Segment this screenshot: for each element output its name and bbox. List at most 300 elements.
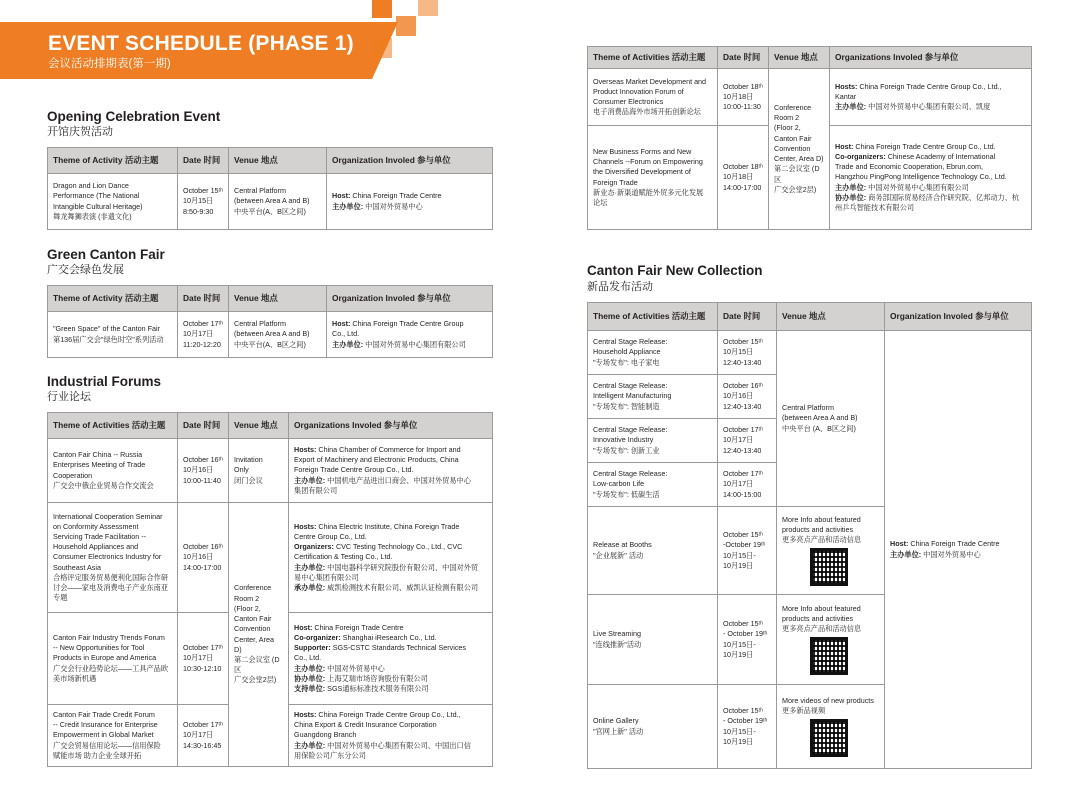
column-header: Organizations Involed 参与单位: [289, 413, 493, 439]
theme-cell: [48, 312, 178, 358]
cell-line: 8:50-9:30: [183, 206, 214, 216]
cell-line: Canton Fair: [774, 133, 812, 143]
cell-line: 10月17日: [183, 653, 214, 663]
theme-cell: [48, 705, 178, 767]
org-role-label: 主办单位:: [294, 562, 326, 572]
cell-line: "Green Space" of the Canton Fair: [53, 324, 160, 334]
organization-cell: [289, 503, 493, 613]
org-text: 州乒乓智能技术有限公司: [835, 203, 915, 213]
cell-line: [835, 152, 1026, 162]
organization-cell: [830, 126, 1032, 230]
cell-line: [294, 674, 487, 684]
cell-line: (between Area A and B): [782, 413, 858, 423]
org-text: Shanghai iResearch Co., Ltd.: [340, 632, 437, 642]
section-subtitle: 行业论坛: [47, 391, 91, 403]
org-role-label: Co-organizers:: [835, 151, 886, 161]
section-title: Opening Celebration Event: [47, 109, 221, 124]
org-role-label: Host:: [294, 622, 313, 632]
cell-line: More videos of new products: [782, 695, 874, 705]
cell-line: 10月16日: [723, 391, 754, 401]
column-header: Venue 地点: [229, 413, 289, 439]
venue-cell: [777, 507, 885, 595]
cell-line: [835, 183, 1026, 193]
venue-cell: [229, 503, 289, 767]
date-cell: [718, 685, 777, 769]
date-cell: [178, 613, 229, 705]
org-role-label: Host:: [890, 539, 909, 549]
cell-line: Central Stage Release:: [593, 381, 668, 391]
org-role-label: Host:: [835, 141, 854, 151]
cell-line: 更多亮点产品和活动信息: [782, 535, 862, 545]
cell-line: 10月18日: [723, 91, 754, 101]
column-header: Date 时间: [178, 413, 229, 439]
cell-line: [294, 542, 487, 552]
org-role-label: Host:: [332, 191, 351, 201]
org-role-label: 主办单位:: [332, 201, 364, 211]
cell-line: 第136届广交会"绿色时空"系列活动: [53, 334, 164, 344]
org-text: 中国对外贸易中心: [921, 549, 981, 559]
cell-line: 赋能市场 助力企业全球开拓: [53, 750, 142, 760]
cell-line: Canton Fair China -- Russia: [53, 450, 143, 460]
cell-line: October 17ᵗʰ: [183, 319, 223, 329]
cell-line: October 15ᵗʰ: [723, 619, 763, 629]
cell-line: 10月15日: [183, 196, 214, 206]
cell-line: Canton Fair Industry Trends Forum: [53, 632, 165, 642]
cell-line: 10月16日: [183, 465, 214, 475]
cell-line: [294, 653, 487, 663]
cell-line: Household Appliance: [593, 347, 661, 357]
org-role-label: 协办单位:: [835, 192, 867, 202]
org-text: Hangzhou PingPong Intelligence Technology Co., Ltd.: [835, 172, 1007, 182]
date-cell: [178, 174, 229, 230]
org-text: 中国对外贸易中心集团有限公司: [866, 182, 969, 192]
org-text: Co., Ltd.: [294, 653, 322, 663]
cell-line: [294, 573, 487, 583]
cell-line: Convention: [234, 624, 271, 634]
org-role-label: 主办单位:: [332, 339, 364, 349]
cell-line: [835, 162, 1026, 172]
venue-cell: [229, 439, 289, 503]
cell-line: 中央平台 (A、B区之间): [782, 423, 856, 433]
org-text: China Foreign Trade Centre Group: [350, 319, 464, 329]
cell-line: Consumer Electronics Industry for: [53, 552, 162, 562]
cell-line: Central Stage Release:: [593, 337, 668, 347]
org-role-label: 主办单位:: [294, 663, 326, 673]
org-role-label: 主办单位:: [890, 549, 922, 559]
cell-line: [332, 329, 487, 339]
date-cell: [718, 463, 777, 507]
cell-line: 专题: [53, 593, 68, 603]
cell-line: Servicing Trade Facilitation --: [53, 531, 147, 541]
cell-line: 讨会——家电及消费电子产业东南亚: [53, 583, 169, 593]
org-text: China Electric Institute, China Foreign Trade: [316, 521, 460, 531]
cell-line: Channels --Forum on Empowering: [593, 157, 703, 167]
cell-line: October 15ᵗʰ: [723, 337, 763, 347]
decor-square: [396, 16, 416, 36]
cell-line: 更多亮点产品和活动信息: [782, 624, 862, 634]
org-text: 用保险公司广东分公司: [294, 750, 366, 760]
table-row: [48, 174, 493, 230]
venue-cell: [777, 685, 885, 769]
cell-line: (between Area A and B): [234, 196, 310, 206]
org-text: SGS通标标准技术服务有限公司: [325, 684, 429, 694]
cell-line: "连线推新"活动: [593, 639, 642, 649]
theme-cell: [588, 419, 718, 463]
column-header: Organizations Involed 参与单位: [830, 47, 1032, 69]
cell-line: 10:30-12:10: [183, 663, 222, 673]
cell-line: 10月15日-: [723, 726, 756, 736]
column-header: Theme of Activity 活动主题: [48, 148, 178, 174]
org-text: China Foreign Trade Centre: [908, 539, 1000, 549]
cell-line: Central Platform: [782, 403, 834, 413]
organization-cell: [289, 439, 493, 503]
org-role-label: Organizers:: [294, 542, 334, 552]
venue-cell: [769, 69, 830, 230]
cell-line: 中央平台(A、B区之间): [234, 206, 306, 216]
cell-line: Conference: [774, 103, 812, 113]
org-text: 商务部国际贸易经济合作研究院、亿邦动力、杭: [866, 192, 1020, 202]
org-text: 中国对外贸易中心集团有限公司、凯度: [866, 102, 991, 112]
org-text: China Foreign Trade Centre Group Co., Ltd.: [853, 141, 996, 151]
org-text: 中国对外贸易中心集团有限公司、中国出口信: [325, 740, 471, 750]
org-text: 集团有限公司: [294, 485, 338, 495]
cell-line: [332, 191, 487, 201]
cell-line: 10月19日: [723, 649, 754, 659]
cell-line: 电子消费品海外市场开拓创新论坛: [593, 107, 701, 117]
qr-code-icon: [810, 548, 848, 586]
qr-code-icon: [810, 637, 848, 675]
org-text: 中国机电产品进出口商会、中国对外贸易中心: [325, 475, 471, 485]
date-cell: [178, 312, 229, 358]
org-role-label: 支持单位:: [294, 684, 326, 694]
cell-line: 广交会行业趋势论坛——工具产品欧: [53, 663, 169, 673]
cell-line: [294, 476, 487, 486]
org-text: Export of Machinery and Electronic Products, China: [294, 455, 459, 465]
cell-line: 10:00-11:40: [183, 475, 221, 485]
cell-line: 合格评定服务贸易便利化国际合作研: [53, 572, 169, 582]
cell-line: [294, 664, 487, 674]
column-header: Organization Involed 参与单位: [885, 303, 1032, 331]
cell-line: 11:20-12:20: [183, 339, 221, 349]
org-text: 中国对外贸易中心集团有限公司: [363, 339, 466, 349]
org-role-label: 承办单位:: [294, 583, 326, 593]
cell-line: Only: [234, 465, 249, 475]
date-cell: [178, 439, 229, 503]
cell-line: 10月17日: [183, 730, 214, 740]
cell-line: [294, 563, 487, 573]
cell-line: October 17ᵗʰ: [183, 720, 223, 730]
cell-line: 广交会堂2层): [234, 675, 277, 685]
org-role-label: Hosts:: [294, 521, 317, 531]
cell-line: Central Stage Release:: [593, 425, 668, 435]
organization-cell: [289, 613, 493, 705]
theme-cell: [588, 126, 718, 230]
cell-line: [890, 550, 1026, 560]
cell-line: Center, Area D): [234, 634, 274, 654]
org-text: China Foreign Trade Centre: [312, 622, 404, 632]
theme-cell: [588, 331, 718, 375]
cell-line: Convention: [774, 143, 811, 153]
date-cell: [718, 331, 777, 375]
decor-square: [372, 38, 392, 58]
cell-line: 10月16日: [183, 552, 214, 562]
green-table: [47, 285, 493, 358]
cell-line: Live Streaming: [593, 629, 641, 639]
org-text: China Foreign Trade Centre: [350, 191, 442, 201]
column-header: Date 时间: [718, 303, 777, 331]
cell-line: 10月17日: [723, 479, 754, 489]
cell-line: October 17ᵗʰ: [183, 643, 223, 653]
new-collection-table: [587, 302, 1032, 769]
cell-line: 广交会中俄企业贸易合作交流会: [53, 480, 154, 490]
cell-line: International Cooperation Seminar: [53, 511, 163, 521]
date-cell: [178, 503, 229, 613]
table-header-row: [48, 413, 493, 439]
cell-line: 更多新品视频: [782, 706, 826, 715]
cell-line: 广交会堂2层): [774, 184, 817, 194]
cell-line: [294, 730, 487, 740]
organization-cell: [830, 69, 1032, 126]
opening-table: [47, 147, 493, 230]
cell-line: "官网上新" 活动: [593, 726, 644, 736]
table-row: [48, 439, 493, 503]
column-header: Venue 地点: [777, 303, 885, 331]
cell-line: [294, 522, 487, 532]
cell-line: 14:30-16:45: [183, 740, 222, 750]
org-text: China Export & Credit Insurance Corporation: [294, 720, 437, 730]
cell-line: - October 19ᵗʰ: [723, 716, 768, 726]
column-header: Venue 地点: [229, 286, 327, 312]
cell-line: Intangible Cultural Heritage): [53, 201, 143, 211]
cell-line: -- Credit Insurance for Enterprise: [53, 720, 158, 730]
org-text: Centre Group Co., Ltd.: [294, 531, 367, 541]
venue-cell: [777, 331, 885, 507]
cell-line: [835, 92, 1026, 102]
cell-line: 广交会贸易信用论坛——信用保险: [53, 740, 161, 750]
cell-line: "专场发布": 创新工业: [593, 445, 660, 455]
org-role-label: 主办单位:: [294, 475, 326, 485]
cell-line: 10月15日-: [723, 639, 756, 649]
venue-cell: [229, 174, 327, 230]
cell-line: October 15ᵗʰ: [723, 530, 763, 540]
cell-line: October 17ᵗʰ: [723, 425, 763, 435]
page-title: EVENT SCHEDULE (PHASE 1): [48, 32, 354, 55]
cell-line: Central Platform: [234, 319, 286, 329]
industrial-forums-table: [47, 412, 493, 767]
table-header-row: [588, 303, 1032, 331]
org-text: Trade and Economic Cooperation, Ebrun.com,: [835, 162, 983, 172]
theme-cell: [588, 69, 718, 126]
org-role-label: Co-organizer:: [294, 632, 341, 642]
cell-line: (Floor 2,: [774, 123, 801, 133]
cell-line: 10:00-11:30: [723, 102, 761, 112]
venue-cell: [229, 312, 327, 358]
theme-cell: [48, 613, 178, 705]
cell-line: Canton Fair: [234, 614, 272, 624]
date-cell: [718, 126, 769, 230]
cell-line: Canton Fair Trade Credit Forum: [53, 709, 155, 719]
org-text: 上海艾瑞市场咨询股份有限公司: [325, 673, 428, 683]
cell-line: 12:40-13:40: [723, 401, 762, 411]
org-text: China Foreign Trade Centre Group Co., Ltd.,: [316, 709, 461, 719]
cell-line: (Floor 2,: [234, 603, 261, 613]
column-header: Theme of Activity 活动主题: [48, 286, 178, 312]
date-cell: [178, 705, 229, 767]
org-text: 威凯检测技术有限公司、威凯认证检测有限公司: [325, 583, 479, 593]
cell-line: October 17ᵗʰ: [723, 469, 763, 479]
org-role-label: 主办单位:: [294, 740, 326, 750]
org-role-label: 主办单位:: [835, 182, 867, 192]
cell-line: More Info about featured: [782, 514, 861, 524]
organization-cell: [289, 705, 493, 767]
org-role-label: Hosts:: [835, 81, 858, 91]
cell-line: [294, 741, 487, 751]
cell-line: [294, 532, 487, 542]
cell-line: [294, 445, 487, 455]
column-header: Date 时间: [718, 47, 769, 69]
cell-line: Central Platform: [234, 186, 286, 196]
section-title: Industrial Forums: [47, 374, 162, 389]
theme-cell: [48, 503, 178, 613]
cell-line: products and activities: [782, 524, 854, 534]
cell-line: - October 19ᵗʰ: [723, 629, 768, 639]
column-header: Theme of Activities 活动主题: [588, 47, 718, 69]
cell-line: [835, 172, 1026, 182]
organization-cell: [885, 331, 1032, 769]
cell-line: 中央平台(A、B区之间): [234, 339, 306, 349]
cell-line: 新业态·新渠道赋能外贸多元化发展: [593, 187, 704, 197]
org-text: Co., Ltd.: [332, 329, 360, 339]
cell-line: Center, Area D): [774, 154, 824, 164]
cell-line: Foreign Trade: [593, 177, 638, 187]
cell-line: 12:40-13:40: [723, 445, 762, 455]
column-header: Organization Involed 参与单位: [327, 286, 493, 312]
cell-line: 10月15日: [723, 347, 754, 357]
cell-line: Online Gallery: [593, 716, 639, 726]
cell-line: Room 2: [774, 113, 800, 123]
theme-cell: [588, 685, 718, 769]
cell-line: More Info about featured: [782, 603, 861, 613]
org-text: SGS-CSTC Standards Technical Services: [330, 643, 467, 653]
column-header: Venue 地点: [769, 47, 830, 69]
cell-line: [294, 710, 487, 720]
cell-line: Invitation: [234, 455, 263, 465]
theme-cell: [588, 463, 718, 507]
cell-line: 10月18日: [723, 172, 754, 182]
org-role-label: Supporter:: [294, 643, 331, 653]
decor-square: [418, 0, 438, 16]
cell-line: 10月19日: [723, 560, 754, 570]
organization-cell: [327, 312, 493, 358]
org-text: 中国对外贸易中心: [325, 663, 385, 673]
cell-line: Conference: [234, 583, 272, 593]
cell-line: New Business Forms and New: [593, 146, 692, 156]
cell-line: Intelligent Manufacturing: [593, 391, 672, 401]
cell-line: Product Innovation Forum of: [593, 86, 684, 96]
cell-line: Low-carbon Life: [593, 479, 645, 489]
org-text: China Chamber of Commerce for Import and: [316, 444, 461, 454]
cell-line: October 16ᵗʰ: [183, 542, 223, 552]
cell-line: [835, 142, 1026, 152]
table-row: [588, 69, 1032, 126]
cell-line: Release at Booths: [593, 540, 652, 550]
cell-line: [332, 202, 487, 212]
cell-line: 12:40-13:40: [723, 357, 762, 367]
cell-line: Consumer Electronics: [593, 97, 664, 106]
cell-line: 10月17日: [183, 329, 214, 339]
cell-line: Innovative Industry: [593, 435, 654, 445]
cell-line: Performance (The National: [53, 191, 140, 201]
decor-square: [372, 0, 392, 18]
cell-line: [294, 684, 487, 694]
date-cell: [718, 419, 777, 463]
cell-line: [835, 82, 1026, 92]
cell-line: October 18ᵗʰ: [723, 162, 763, 172]
page-subtitle: 会议活动排期表(第一期): [48, 58, 171, 70]
cell-line: 14:00-17:00: [723, 182, 762, 192]
cell-line: Overseas Market Development and: [593, 76, 707, 86]
org-text: 中国对外贸易中心: [363, 201, 423, 211]
cell-line: [294, 720, 487, 730]
cell-line: [294, 455, 487, 465]
section-title: Canton Fair New Collection: [587, 263, 763, 278]
org-text: Certification & Testing Co., Ltd.: [294, 552, 393, 562]
cell-line: Household Appliances and: [53, 542, 139, 552]
table-header-row: [588, 47, 1032, 69]
org-text: 易中心集团有限公司: [294, 572, 359, 582]
table-row: [588, 331, 1032, 375]
cell-line: [294, 643, 487, 653]
column-header: Date 时间: [178, 148, 229, 174]
cell-line: 14:00-15:00: [723, 489, 762, 499]
cell-line: the Diversified Development of: [593, 167, 691, 177]
cell-line: [294, 465, 487, 475]
org-role-label: Hosts:: [294, 709, 317, 719]
org-text: CVC Testing Technology Co., Ltd., CVC: [333, 542, 463, 552]
cell-line: (between Area A and B): [234, 329, 310, 339]
cell-line: Dragon and Lion Dance: [53, 181, 129, 191]
table-header-row: [48, 286, 493, 312]
cell-line: 闭门会议: [234, 475, 263, 485]
cell-line: "专场发布": 低碳生活: [593, 489, 660, 499]
cell-line: -October 19ᵗʰ: [723, 540, 766, 550]
cell-line: [332, 340, 487, 350]
org-text: Kantar: [835, 91, 857, 101]
cell-line: [294, 751, 487, 761]
venue-cell: [777, 595, 885, 685]
column-header: Date 时间: [178, 286, 229, 312]
cell-line: products and activities: [782, 613, 854, 623]
cell-line: [835, 203, 1026, 213]
theme-cell: [588, 595, 718, 685]
cell-line: 10月15日-: [723, 550, 756, 560]
cell-line: 第二会议室 (D区: [234, 654, 280, 675]
cell-line: Empowerment in Global Market: [53, 730, 154, 740]
org-role-label: Hosts:: [294, 444, 317, 454]
column-header: Theme of Activities 活动主题: [48, 413, 178, 439]
column-header: Theme of Activities 活动主题: [588, 303, 718, 331]
org-role-label: 主办单位:: [835, 102, 867, 112]
org-text: Foreign Trade Centre Group Co., Ltd.: [294, 465, 414, 475]
cell-line: [332, 319, 487, 329]
section-subtitle: 开馆庆贺活动: [47, 126, 113, 138]
table-row: [48, 312, 493, 358]
table-row: [48, 503, 493, 613]
cell-line: 美市场新机遇: [53, 673, 97, 683]
cell-line: 10月19日: [723, 736, 754, 746]
cell-line: [294, 623, 487, 633]
cell-line: 14:00-17:00: [183, 562, 222, 572]
